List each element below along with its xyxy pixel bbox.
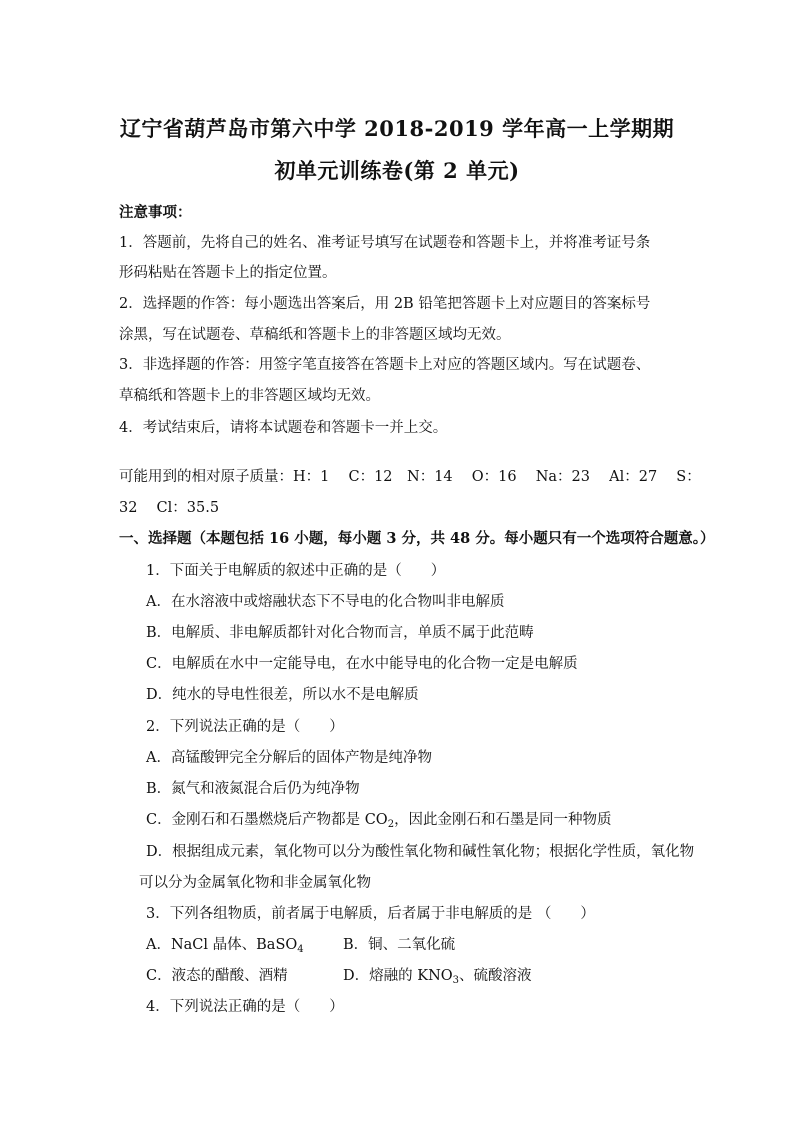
question-2-option-c-text-end: ，因此金刚石和石墨是同一种物质 bbox=[394, 812, 612, 828]
question-1-option-b: B．电解质、非电解质都针对化合物而言，单质不属于此范畴 bbox=[146, 625, 534, 641]
notice-item-2-line-2: 涂黑，写在试题卷、草稿纸和答题卡上的非答题区域均无效。 bbox=[119, 327, 511, 343]
question-3-option-d-text: D．熔融的 KNO bbox=[343, 968, 453, 984]
notice-item-3-line-1: 3．非选择题的作答：用签字笔直接答在答题卡上对应的答题区域内。写在试题卷、 bbox=[119, 357, 651, 373]
notice-item-4: 4．考试结束后，请将本试题卷和答题卡一并上交。 bbox=[119, 420, 448, 436]
document-title-line-2: 初单元训练卷(第 2 单元) bbox=[274, 158, 520, 183]
notice-item-3-line-2: 草稿纸和答题卡上的非答题区域均无效。 bbox=[119, 388, 380, 404]
question-2-stem: 2．下列说法正确的是（ ） bbox=[146, 719, 344, 735]
notice-item-1-line-2: 形码粘贴在答题卡上的指定位置。 bbox=[119, 265, 337, 281]
question-3-option-b: B．铜、二氧化硫 bbox=[343, 937, 456, 953]
question-2-option-d-line-2: 可以分为金属氧化物和非金属氧化物 bbox=[139, 875, 371, 891]
question-4-stem: 4．下列说法正确的是（ ） bbox=[146, 999, 344, 1015]
question-2-option-a: A．高锰酸钾完全分解后的固体产物是纯净物 bbox=[146, 750, 432, 766]
notice-heading: 注意事项： bbox=[119, 204, 192, 221]
subscript: 2 bbox=[387, 819, 395, 830]
question-2-option-b: B．氮气和液氮混合后仍为纯净物 bbox=[146, 781, 360, 797]
question-3-option-a bbox=[146, 935, 304, 955]
section-1-heading: 一、选择题（本题包括 16 小题，每小题 3 分，共 48 分。每小题只有一个选项符合题意。） bbox=[119, 530, 715, 547]
question-1-option-d: D．纯水的导电性很差，所以水不是电解质 bbox=[146, 687, 419, 703]
question-2-option-d-line-1: D．根据组成元素，氧化物可以分为酸性氧化物和碱性氧化物；根据化学性质，氧化物 bbox=[146, 844, 695, 860]
question-2-option-c bbox=[146, 810, 612, 830]
question-3-option-d bbox=[343, 966, 532, 986]
subscript: 3 bbox=[452, 975, 460, 986]
document-title-line-1: 辽宁省葫芦岛市第六中学 2018-2019 学年高一上学期期 bbox=[119, 116, 675, 141]
notice-item-1-line-1: 1．答题前，先将自己的姓名、准考证号填写在试题卷和答题卡上，并将准考证号条 bbox=[119, 235, 651, 251]
question-3-stem: 3．下列各组物质，前者属于电解质，后者属于非电解质的是 （ ） bbox=[146, 906, 595, 922]
atomic-mass-line-2: 32 Cl：35.5 bbox=[119, 500, 220, 516]
question-3-option-a-text: A．NaCl 晶体、BaSO bbox=[146, 937, 298, 953]
atomic-mass-line-1: 可能用到的相对原子质量：H：1 C：12 N：14 O：16 Na：23 Al：27 S： bbox=[119, 469, 701, 485]
notice-item-2-line-1: 2．选择题的作答：每小题选出答案后，用 2B 铅笔把答题卡上对应题目的答案标号 bbox=[119, 296, 651, 312]
question-2-option-c-text: C．金刚石和石墨燃烧后产物都是 CO bbox=[146, 812, 388, 828]
question-3-option-c: C．液态的醋酸、酒精 bbox=[146, 968, 288, 984]
subscript: 4 bbox=[297, 944, 304, 955]
question-1-option-a: A．在水溶液中或熔融状态下不导电的化合物叫非电解质 bbox=[146, 594, 505, 610]
question-1-option-c: C．电解质在水中一定能导电，在水中能导电的化合物一定是电解质 bbox=[146, 656, 578, 672]
question-3-option-d-text-end: 、硫酸溶液 bbox=[459, 968, 532, 984]
question-1-stem: 1．下面关于电解质的叙述中正确的是（ ） bbox=[146, 563, 446, 579]
